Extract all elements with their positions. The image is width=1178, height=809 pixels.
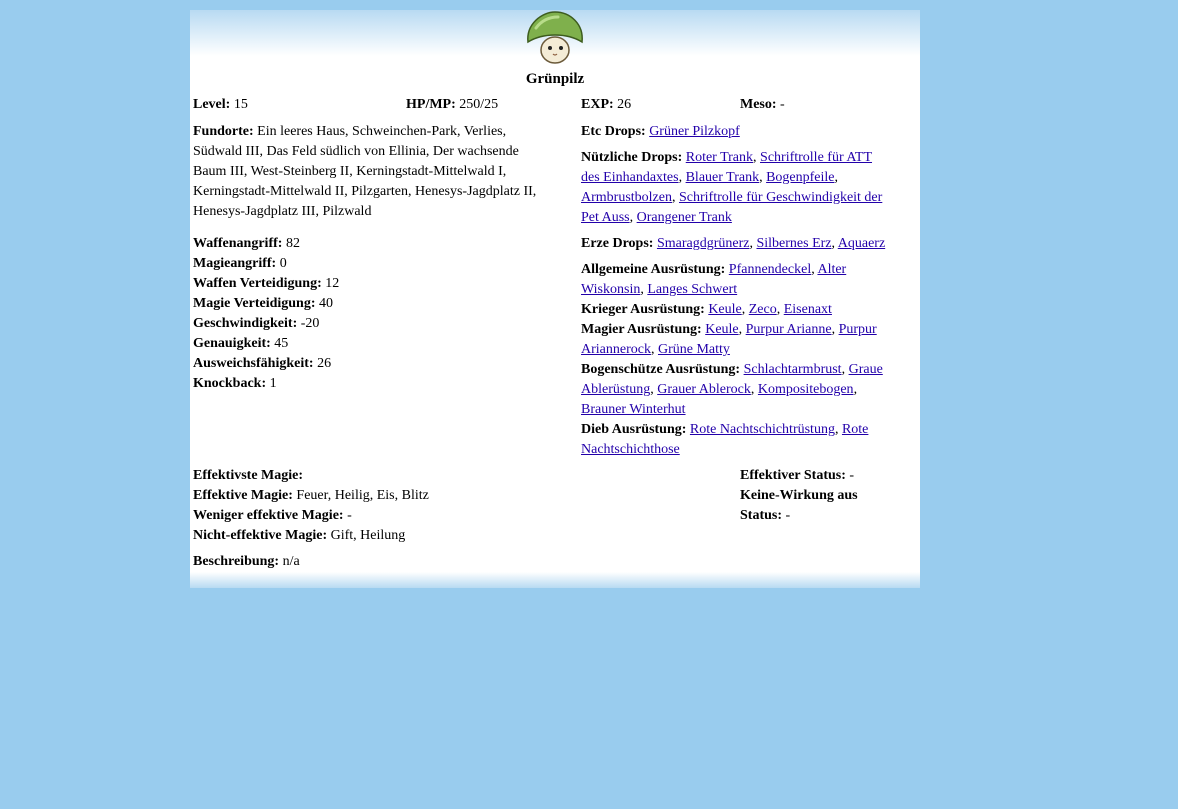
equip-link[interactable]: Rote Nachtschichtrüstung: [689, 422, 835, 437]
equip-link[interactable]: Purpur: [838, 322, 877, 337]
etc-drops: Etc Drops: Grüner Pilzkopf: [581, 124, 740, 139]
attributes-list: [193, 234, 563, 394]
drop-link[interactable]: Orangener Trank: [636, 210, 732, 225]
drop-link[interactable]: Silbernes Erz: [756, 236, 832, 251]
attribute-row: Knockback: 1: [193, 376, 277, 391]
equip-link[interactable]: Zeco: [748, 302, 777, 317]
equip-link[interactable]: Kompositebogen: [757, 382, 854, 397]
equip-link[interactable]: Keule: [708, 302, 742, 317]
equip-link[interactable]: Eisenaxt: [783, 302, 832, 317]
attribute-row: Waffen Verteidigung: 12: [193, 276, 340, 291]
drop-link[interactable]: Blauer Trank: [685, 170, 760, 185]
ore-drops: Erze Drops: Smaragdgrünerz, Silbernes Erz, Aquaerz: [581, 236, 886, 251]
equip-link[interactable]: Graue: [848, 362, 883, 377]
drop-link[interactable]: Smaragdgrünerz: [656, 236, 750, 251]
attribute-row: Genauigkeit: 45: [193, 336, 289, 351]
drop-link[interactable]: Armbrustbolzen: [581, 190, 672, 205]
drop-link[interactable]: Bogenpfeile: [766, 170, 835, 185]
drop-link[interactable]: Grüner Pilzkopf: [649, 124, 740, 139]
attribute-row: Magie Verteidigung: 40: [193, 296, 333, 311]
magic-effectiveness: Effektivste Magie: Effektive Magie: Feuer, Heilig, Eis, Blitz Weniger effektive Magie: - Nicht-effektive Magie: Gift, Heilung: [193, 468, 429, 543]
equip-link[interactable]: Ablerüstung: [581, 382, 651, 397]
hpmp-stat: HP/MP: 250/25: [406, 97, 499, 112]
meso-stat: Meso: -: [740, 97, 785, 112]
equip-link[interactable]: Keule: [705, 322, 739, 337]
equipment-drops: Allgemeine Ausrüstung: Pfannendeckel, Alter Wiskonsin, Langes Schwert Krieger Ausrüstung: Keule, Zeco, Eisenaxt Magier Ausrüstung: Keule, Purpur Arianne, Purpur Ariannerock, Grüne Matty Bogenschütze Ausrüstung: Schlachtarmbrust, Graue Ablerüstung, Grauer Ablerock, Kompositebogen, Brauner Winterhut Dieb Ausrüstung: Rote Nachtschichtrüstung, Rote Nachtschichthose: [581, 262, 883, 457]
equip-link[interactable]: Pfannendeckel: [728, 262, 812, 277]
drop-link[interactable]: Aquaerz: [837, 236, 886, 251]
equip-link[interactable]: Langes Schwert: [647, 282, 738, 297]
equip-link[interactable]: Nachtschichthose: [581, 442, 680, 457]
monster-info-panel: [190, 10, 920, 588]
status-effectiveness: Effektiver Status: - Keine-Wirkung aus Status: -: [740, 468, 858, 523]
drop-link[interactable]: Schriftrolle für ATT: [760, 150, 873, 165]
drop-link[interactable]: Pet Auss: [581, 210, 630, 225]
exp-stat: EXP: 26: [581, 97, 632, 112]
attribute-row: Geschwindigkeit: -20: [193, 316, 320, 331]
drop-link[interactable]: des Einhandaxtes: [581, 170, 679, 185]
level-stat: Level: 15: [193, 97, 248, 112]
green-mushroom-icon: [524, 10, 586, 66]
description: Beschreibung: n/a: [193, 554, 300, 569]
equip-link[interactable]: Wiskonsin: [581, 282, 641, 297]
equip-link[interactable]: Purpur Arianne: [745, 322, 832, 337]
equip-link[interactable]: Brauner Winterhut: [581, 402, 686, 417]
equip-link[interactable]: Ariannerock: [581, 342, 651, 357]
attribute-row: Ausweichsfähigkeit: 26: [193, 356, 332, 371]
equip-link[interactable]: Alter: [817, 262, 847, 277]
attribute-row: Magieangriff: 0: [193, 256, 287, 271]
equip-link[interactable]: Grauer Ablerock: [657, 382, 751, 397]
equip-link[interactable]: Grüne Matty: [657, 342, 730, 357]
drop-link[interactable]: Roter Trank: [685, 150, 754, 165]
monster-name: Grünpilz: [525, 71, 585, 87]
useful-drops: Nützliche Drops: Roter Trank, Schriftrolle für ATT des Einhandaxtes, Blauer Trank, Bogenpfeile, Armbrustbolzen, Schriftrolle für Geschwindigkeit der Pet Auss, Orangener Trank: [581, 150, 883, 225]
equip-link[interactable]: Schlachtarmbrust: [743, 362, 842, 377]
drop-link[interactable]: Schriftrolle für Geschwindigkeit der: [678, 190, 883, 205]
locations-block: Fundorte: Ein leeres Haus, Schweinchen-Park, Verlies, Südwald III, Das Feld südlich von Ellinia, Der wachsende Baum III, West-Steinberg II, Kerningstadt-Mittelwald I, Kerningstadt-Mittelwald II, Pilzgarten, Henesys-Jagdplatz II, Henesys-Jagdplatz III, Pilzwald: [193, 124, 537, 219]
attribute-row: Waffenangriff: 82: [193, 236, 300, 251]
equip-link[interactable]: Rote: [841, 422, 869, 437]
